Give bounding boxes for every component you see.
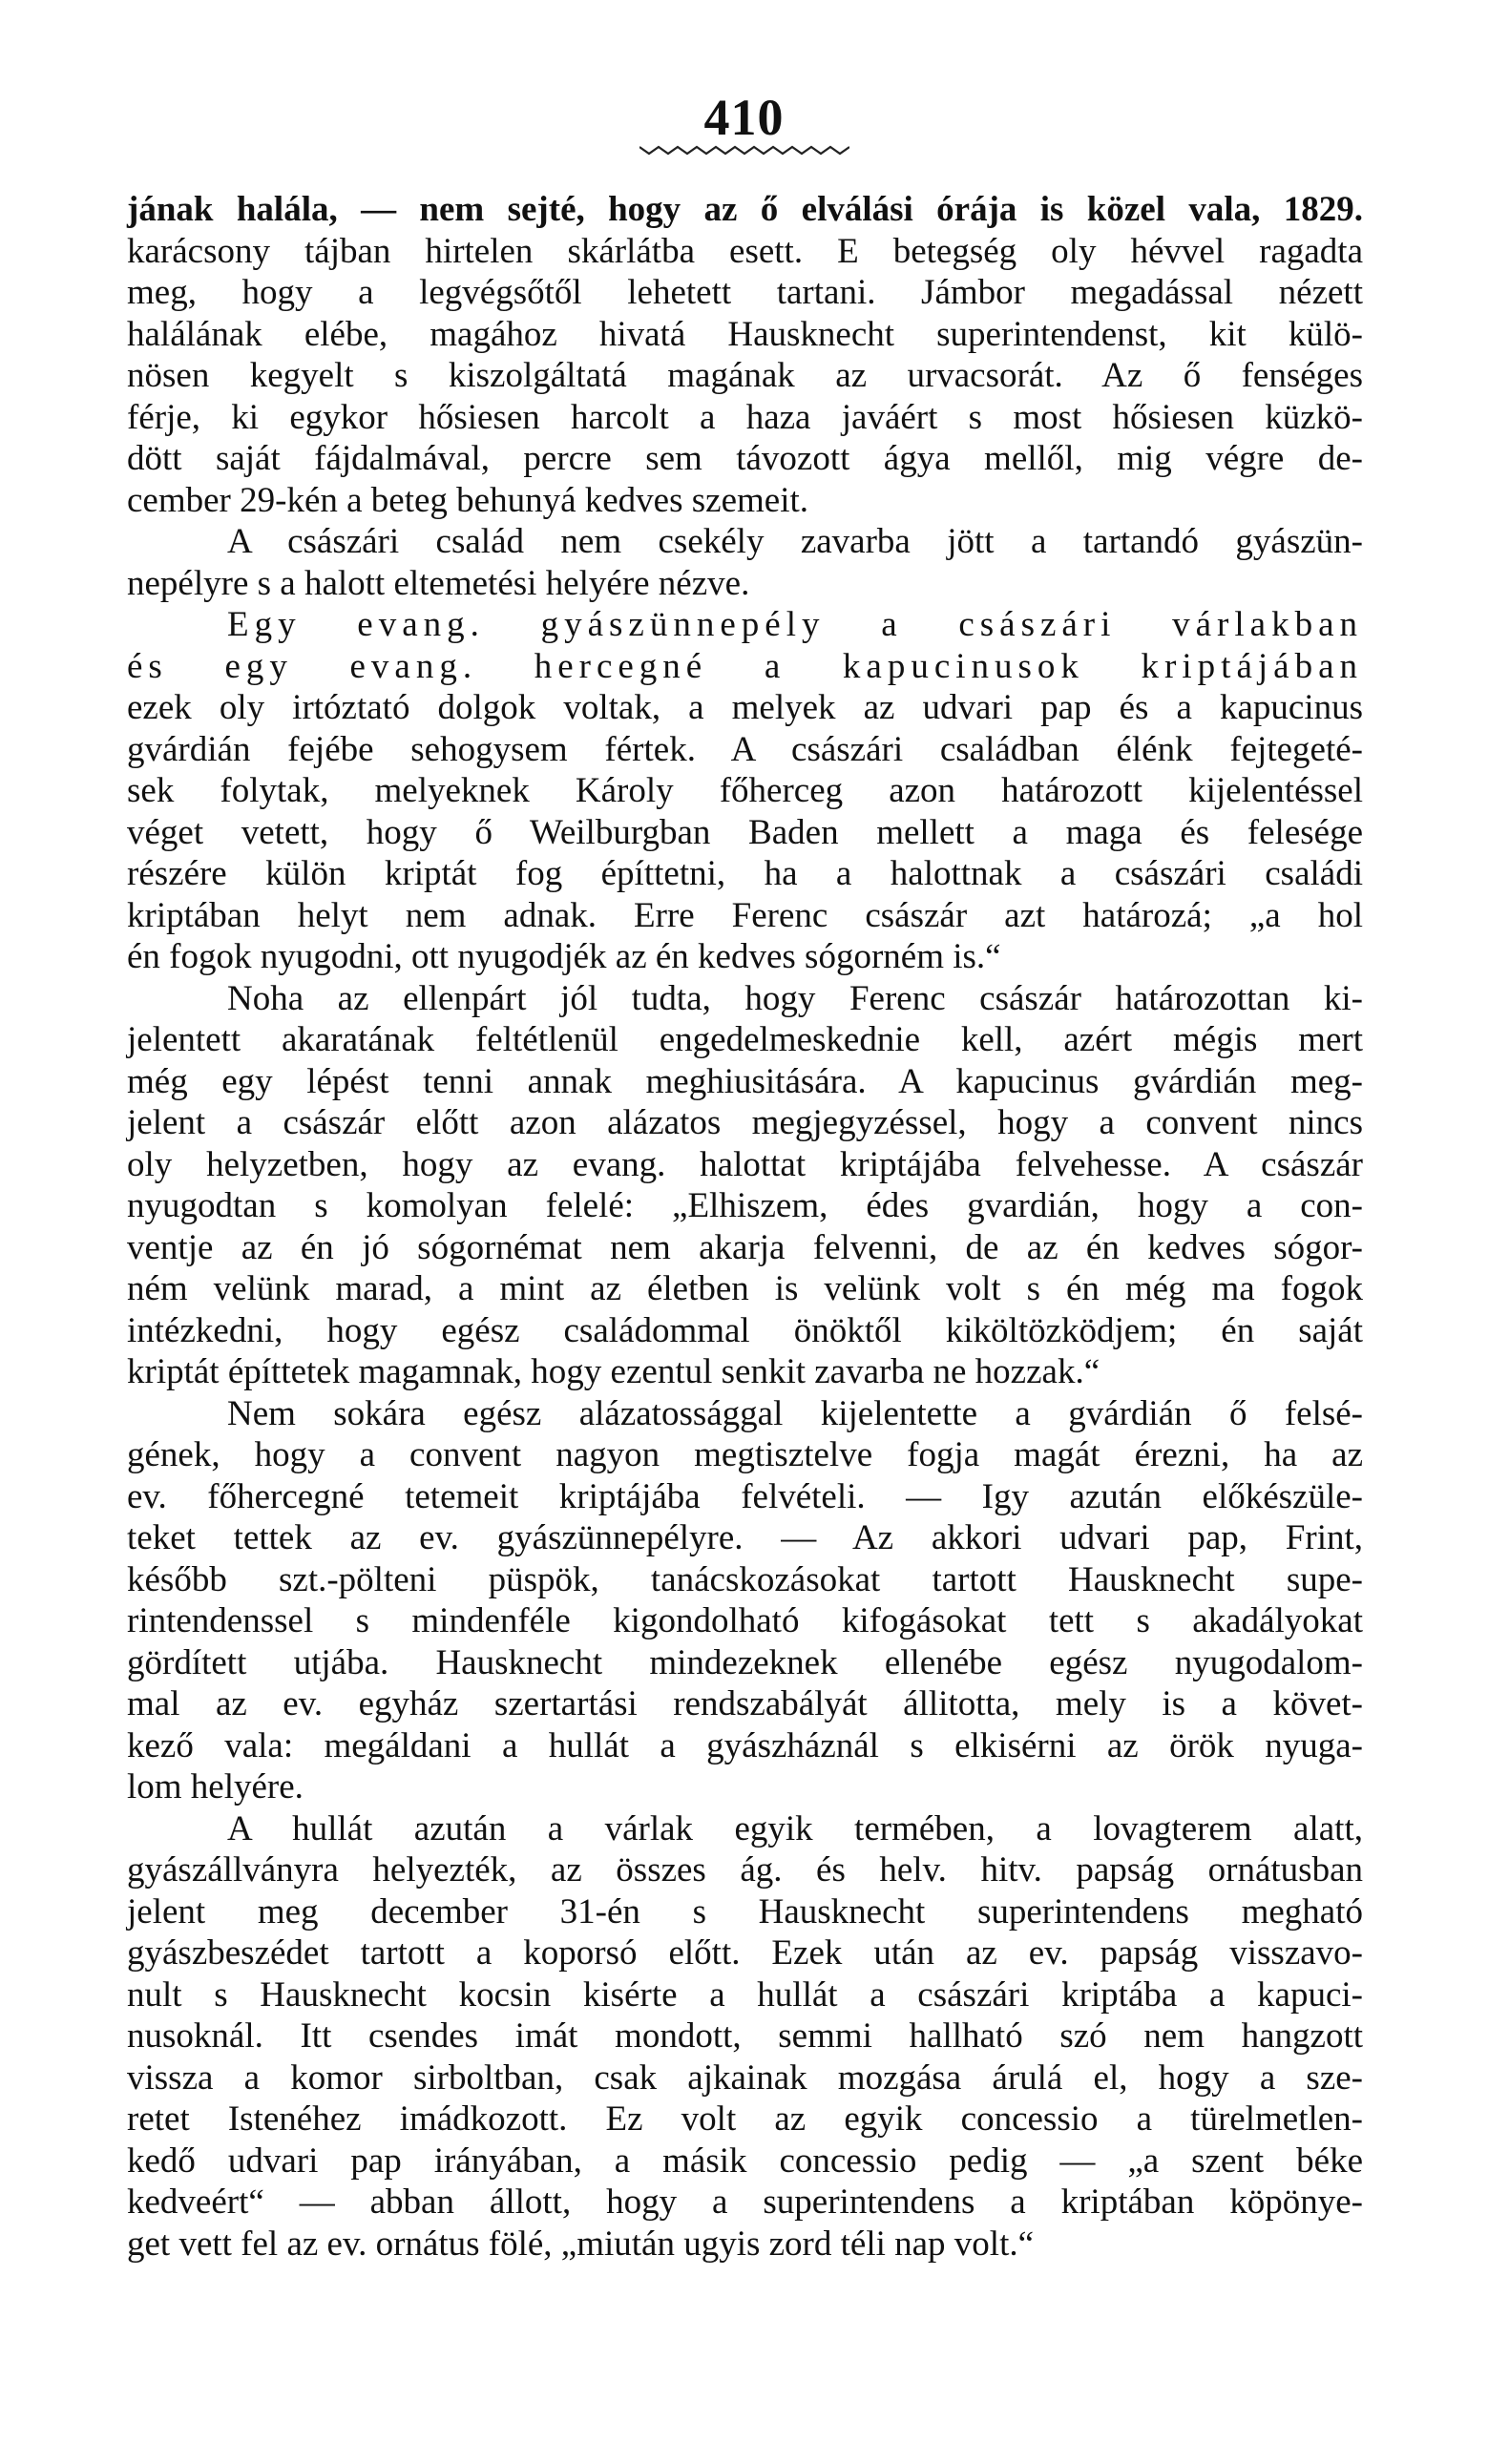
text-line: kedveért“ — abban állott, hogy a superintendens a kriptában köpönye-: [127, 2182, 1363, 2222]
text-line: ventje az én jó sógornémat nem akarja felvenni, de az én kedves sógor-: [127, 1227, 1363, 1267]
text-line: dött saját fájdalmával, percre sem távozott ágya mellől, mig végre de-: [127, 439, 1363, 478]
text-line: kedő udvari pap irányában, a másik concessio pedig — „a szent béke: [127, 2140, 1363, 2181]
text-line: gvárdián fejébe sehogysem fértek. A császári családban élénk fejtegeté-: [127, 729, 1363, 769]
text-line: később szt.-pölteni püspök, tanácskozásokat tartott Hausknecht supe-: [127, 1559, 1363, 1599]
text-line: nepélyre s a halott eltemetési helyére nézve.: [127, 563, 750, 603]
text-line: Noha az ellenpárt jól tudta, hogy Ferenc császár határozottan ki-: [227, 978, 1363, 1018]
text-line: gördített utjába. Hausknecht mindezeknek ellenébe egész nyugodalom-: [127, 1642, 1363, 1682]
text-line: Egy evang. gyászünnepély a császári várlakban: [227, 605, 1363, 644]
text-line: lom helyére.: [127, 1767, 304, 1806]
text-line: ev. főhercegné tetemeit kriptájába felvételi. — Igy azután előkészüle-: [127, 1476, 1363, 1516]
text-line: nyugodtan s komolyan felelé: „Elhiszem, édes gvardián, hogy a con-: [127, 1186, 1363, 1225]
text-line: jának halála, — nem sejté, hogy az ő elválási órája is közel vala, 1829.: [127, 190, 1363, 229]
text-line: jelent meg december 31-én s Hausknecht superintendens megható: [127, 1891, 1363, 1932]
page-number-ornament: [0, 143, 1488, 157]
text-line: nult s Hausknecht kocsin kisérte a hullát a császári kriptába a kapuci-: [127, 1974, 1363, 2015]
text-line: mal az ev. egyház szertartási rendszabályát állitotta, mely is a követ-: [127, 1684, 1363, 1723]
text-line: intézkedni, hogy egész családommal önöktől kiköltözködjem; én saját: [127, 1310, 1363, 1350]
text-line: get vett fel az ev. ornátus fölé, „miután ugyis zord téli nap volt.“: [127, 2224, 1035, 2264]
text-line: ezek oly irtóztató dolgok voltak, a melyek az udvari pap és a kapucinus: [127, 688, 1363, 727]
text-line: és egy evang. hercegné a kapucinusok kriptájában: [127, 646, 1363, 686]
text-line: cember 29-kén a beteg behunyá kedves szemeit.: [127, 480, 809, 520]
text-line: jelentett akaratának feltétlenül engedelmeskednie kell, azért mégis mert: [127, 1020, 1363, 1059]
text-line: meg, hogy a legvégsőtől lehetett tartani. Jámbor megadással nézett: [127, 273, 1363, 312]
text-line: gének, hogy a convent nagyon megtisztelve fogja magát érezni, ha az: [127, 1435, 1363, 1474]
text-line: sek folytak, melyeknek Károly főherceg azon határozott kijelentéssel: [127, 771, 1363, 810]
text-line: ném velünk marad, a mint az életben is velünk volt s én még ma fogok: [127, 1269, 1363, 1308]
text-line: rintendenssel s mindenféle kigondolható kifogásokat tett s akadályokat: [127, 1601, 1363, 1640]
text-line: Nem sokára egész alázatossággal kijelentette a gvárdián ő felsé-: [227, 1393, 1363, 1433]
text-line: gyászállványra helyezték, az összes ág. és helv. hitv. papság ornátusban: [127, 1850, 1363, 1890]
wavy-rule-icon: [639, 143, 849, 157]
text-line: még egy lépést tenni annak meghiusitására. A kapucinus gvárdián meg-: [127, 1061, 1363, 1101]
text-line: nösen kegyelt s kiszolgáltatá magának az urvacsorát. Az ő fenséges: [127, 356, 1363, 395]
text-line: retet Istenéhez imádkozott. Ez volt az egyik concessio a türelmetlen-: [127, 2099, 1363, 2139]
text-line: kező vala: megáldani a hullát a gyászháznál s elkisérni az örök nyuga-: [127, 1725, 1363, 1765]
text-line: halálának elébe, magához hivatá Hausknecht superintendenst, kit külö-: [127, 314, 1363, 354]
text-line: teket tettek az ev. gyászünnepélyre. — Az akkori udvari pap, Frint,: [127, 1518, 1363, 1557]
text-line: jelent a császár előtt azon alázatos megjegyzéssel, hogy a convent nincs: [127, 1103, 1363, 1142]
text-line: oly helyzetben, hogy az evang. halottat kriptájába felvehesse. A császár: [127, 1144, 1363, 1184]
text-line: kriptát építtetek magamnak, hogy ezentul senkit zavarba ne hozzak.“: [127, 1352, 1100, 1391]
text-line: véget vetett, hogy ő Weilburgban Baden mellett a maga és felesége: [127, 812, 1363, 852]
text-line: A hullát azután a várlak egyik termében, a lovagterem alatt,: [227, 1808, 1363, 1848]
text-line: karácsony tájban hirtelen skárlátba esett. E betegség oly hévvel ragadta: [127, 231, 1363, 271]
text-line: férje, ki egykor hősiesen harcolt a haza javáért s most hősiesen küzkö-: [127, 397, 1363, 437]
text-line: részére külön kriptát fog építtetni, ha a halottnak a császári családi: [127, 854, 1363, 893]
body-text: [127, 189, 1363, 2265]
text-line: kriptában helyt nem adnak. Erre Ferenc császár azt határozá; „a hol: [127, 895, 1363, 935]
text-line: vissza a komor sirboltban, csak ajkainak mozgása árulá el, hogy a sze-: [127, 2057, 1363, 2098]
text-line: A császári család nem csekély zavarba jött a tartandó gyászün-: [227, 522, 1363, 561]
page-number: 410: [703, 89, 785, 146]
text-line: nusoknál. Itt csendes imát mondott, semmi hallható szó nem hangzott: [127, 2016, 1363, 2056]
text-line: gyászbeszédet tartott a koporsó előtt. Ezek után az ev. papság visszavo-: [127, 1933, 1363, 1973]
text-line: én fogok nyugodni, ott nyugodjék az én kedves sógorném is.“: [127, 937, 1001, 976]
